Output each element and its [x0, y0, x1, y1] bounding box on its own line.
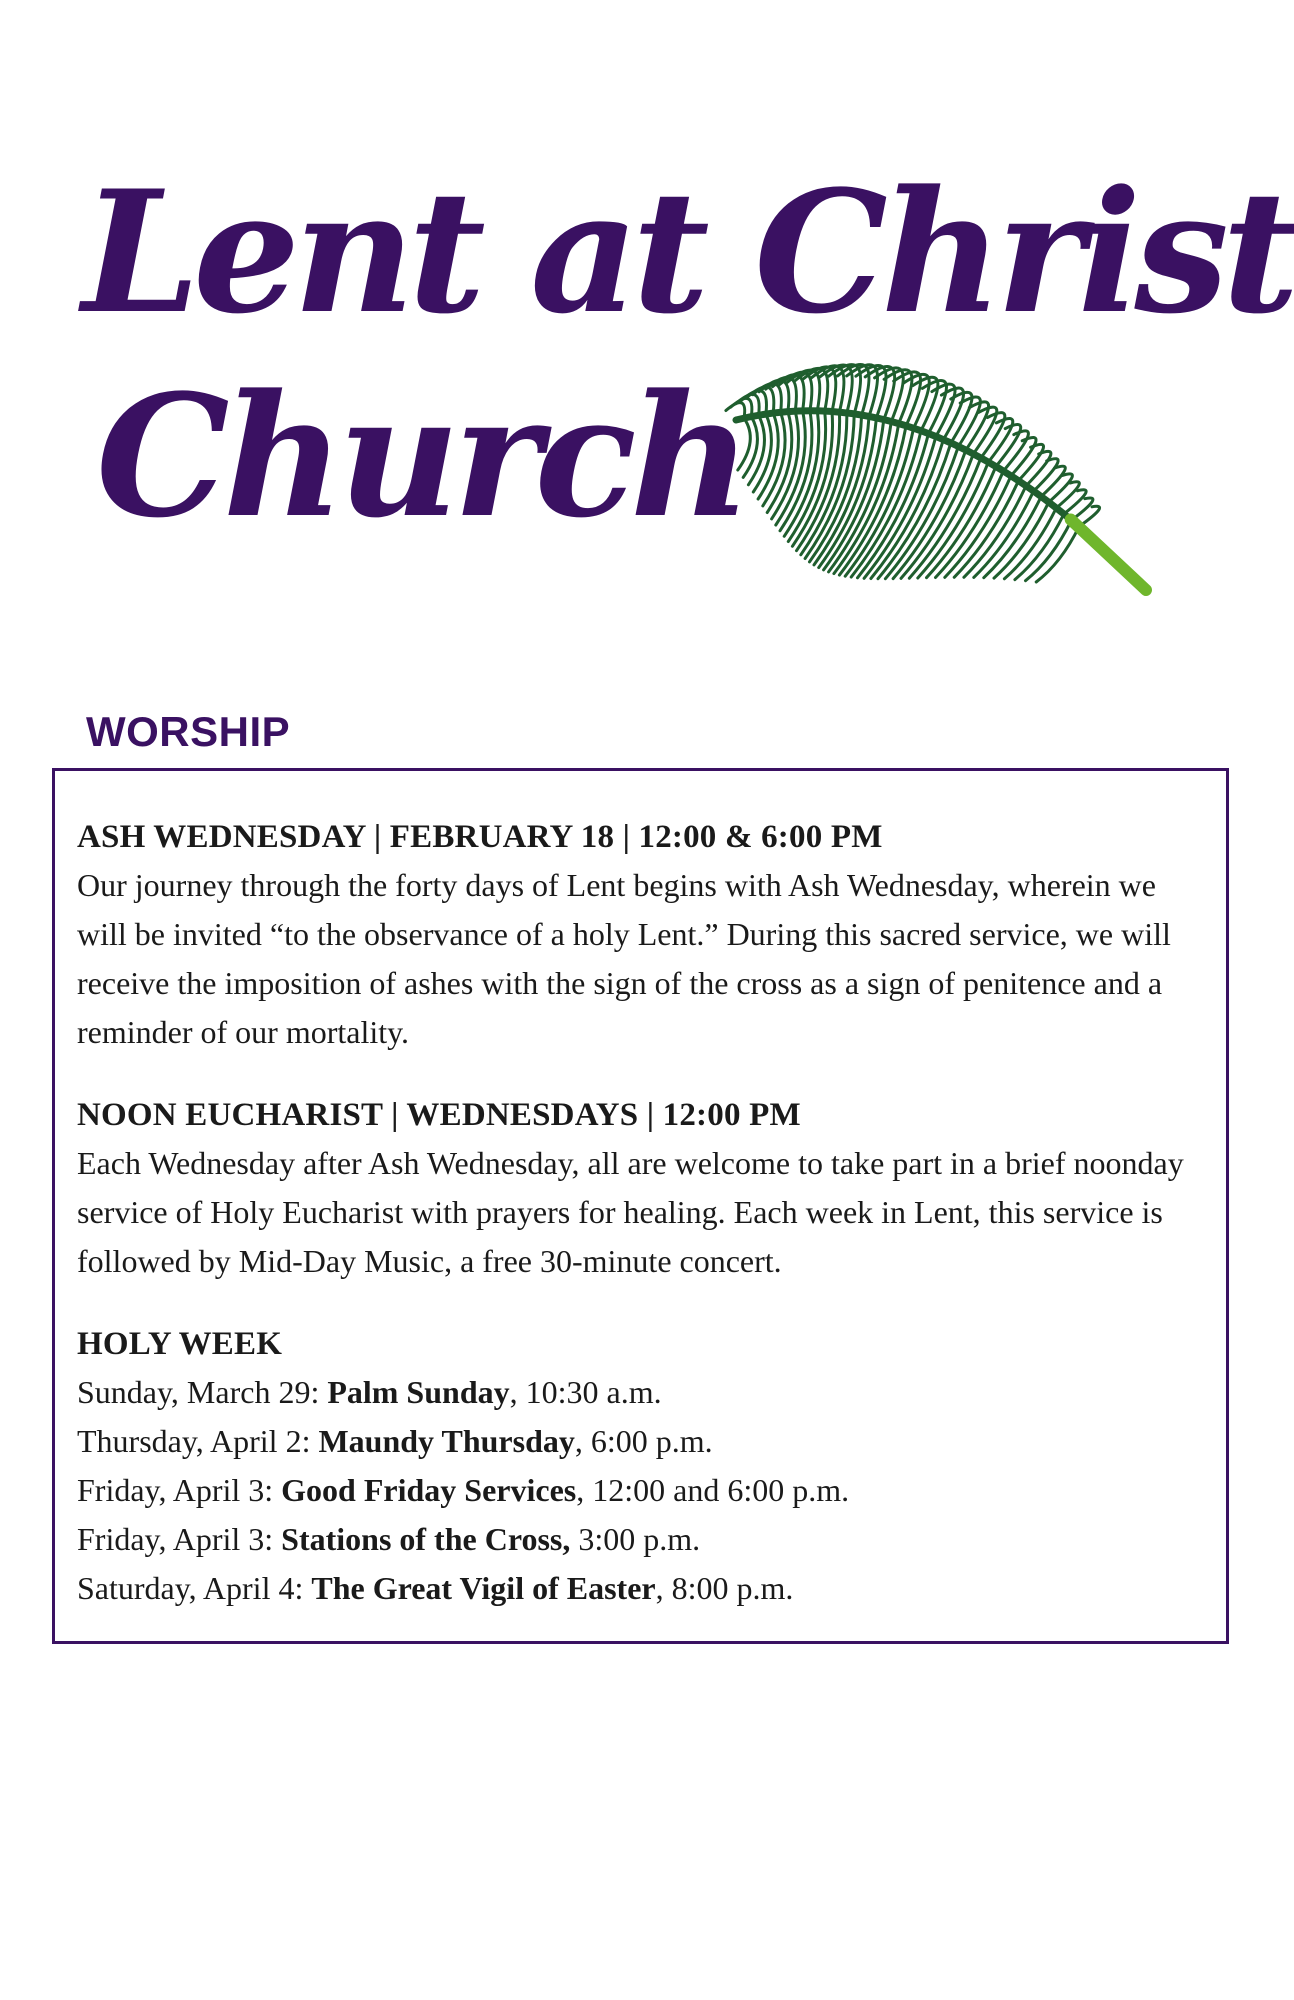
ash-wednesday-event [77, 813, 1202, 1057]
holy-week-service: The Great Vigil of Easter [311, 1570, 656, 1606]
holy-week-event [77, 1320, 1202, 1613]
holy-week-service: Stations of the Cross, [281, 1521, 571, 1557]
worship-box [52, 768, 1229, 1644]
palm-leaflet [974, 491, 1034, 577]
holy-week-service: Maundy Thursday [318, 1423, 575, 1459]
holy-week-item [77, 1564, 1202, 1613]
holy-week-date: Friday, April 3: [77, 1521, 282, 1557]
page-title-line-2: Church [96, 357, 745, 555]
holy-week-time: , 12:00 and 6:00 p.m. [576, 1472, 850, 1508]
holy-week-item [77, 1368, 1202, 1417]
holy-week-time: , 6:00 p.m. [574, 1423, 713, 1459]
noon-eucharist-event [77, 1091, 1202, 1286]
holy-week-service: Palm Sunday [327, 1374, 510, 1410]
holy-week-item [77, 1417, 1202, 1466]
holy-week-service: Good Friday Services [281, 1472, 577, 1508]
palm-frond-icon [706, 350, 1176, 620]
holy-week-item [77, 1466, 1202, 1515]
palm-leaflet [763, 412, 785, 506]
palm-leaflet [738, 418, 751, 470]
holy-week-item [77, 1515, 1202, 1564]
worship-heading: WORSHIP [86, 708, 291, 755]
holy-week-date: Friday, April 3: [77, 1472, 282, 1508]
holy-week-time: 3:00 p.m. [570, 1521, 701, 1557]
holy-week-time: , 10:30 a.m. [509, 1374, 662, 1410]
noon-eucharist-heading: NOON EUCHARIST | WEDNESDAYS | 12:00 PM [77, 1097, 801, 1133]
palm-leaflet [964, 486, 1026, 578]
holy-week-date: Saturday, April 4: [77, 1570, 312, 1606]
ash-wednesday-heading: ASH WEDNESDAY | FEBRUARY 18 | 12:00 & 6:00 PM [77, 819, 883, 855]
holy-week-heading: HOLY WEEK [77, 1326, 283, 1362]
palm-leaflet [932, 384, 955, 436]
page-title-line-1: Lent at Christ [82, 153, 1293, 351]
palm-leaflet [984, 497, 1041, 578]
holy-week-date: Sunday, March 29: [77, 1374, 328, 1410]
noon-eucharist-description: Each Wednesday after Ash Wednesday, all are welcome to take part in a brief noonday service of Holy Eucharist with prayers for healing. Each week in Lent, this service is followed by Mid-Day Music, a free 30-minute concert. [77, 1145, 1184, 1279]
holy-week-list [77, 1368, 1202, 1613]
holy-week-date: Thursday, April 2: [77, 1423, 319, 1459]
holy-week-time: , 8:00 p.m. [655, 1570, 794, 1606]
ash-wednesday-description: Our journey through the forty days of Lent begins with Ash Wednesday, wherein we will be invited “to the observance of a holy Lent.” During this sacred service, we will receive the imposition of ashes with the sign of the cross as a sign of penitence and a reminder of our mortality. [77, 867, 1171, 1050]
